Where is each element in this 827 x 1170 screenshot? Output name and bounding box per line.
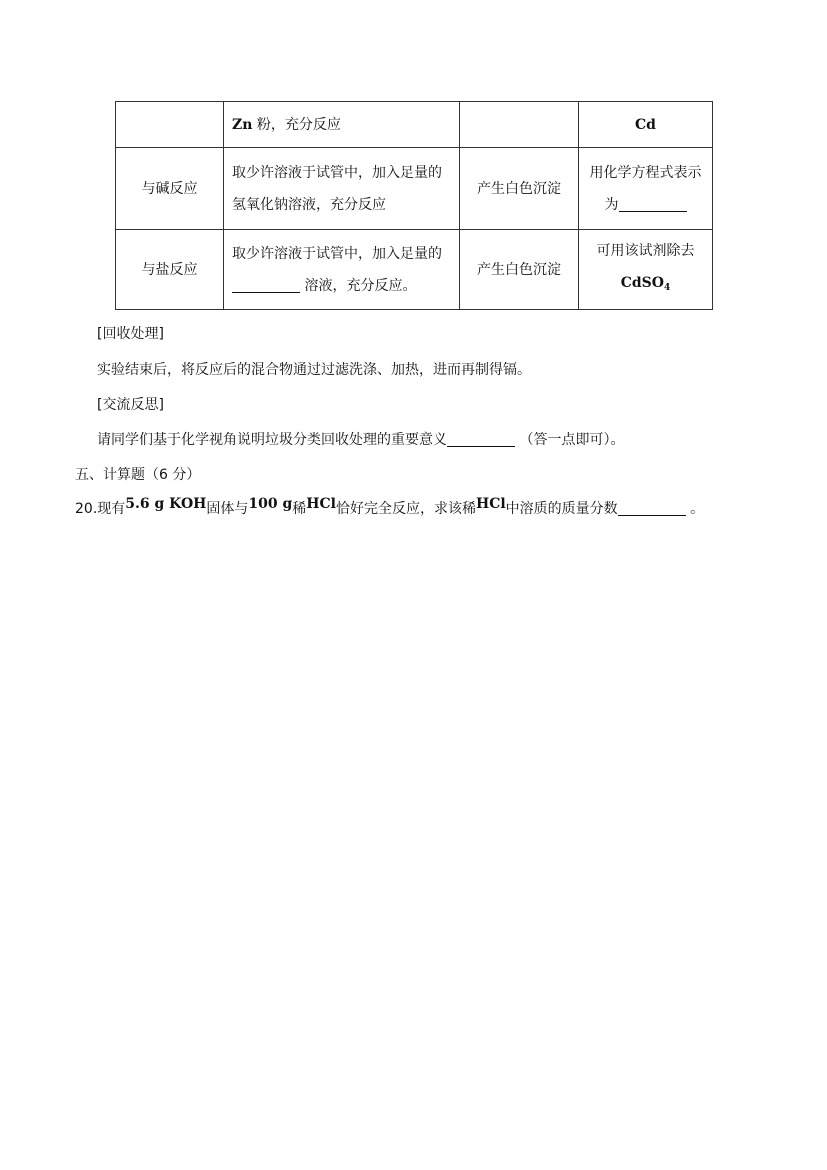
reflect-question: 请同学们基于化学视角说明垃圾分类回收处理的重要意义 （答一点即可）。: [97, 432, 625, 448]
answer-blank[interactable]: [618, 499, 686, 516]
cell-salt-phenomenon: 产生白色沉淀: [460, 230, 579, 310]
table-row: [116, 230, 713, 310]
cell-base-reaction: 与碱反应: [116, 148, 224, 230]
experiment-table: [115, 101, 713, 310]
answer-blank[interactable]: [619, 195, 687, 212]
section-title: 五、计算题（6 分）: [75, 467, 201, 483]
cell-salt-reaction: 与盐反应: [116, 230, 224, 310]
answer-blank[interactable]: [232, 276, 300, 293]
cell-base-conclusion: 用化学方程式表示 为: [579, 148, 713, 230]
cell-zn-step: Zn 粉，充分反应: [224, 102, 460, 148]
cell-salt-conclusion: 可用该试剂除去 CdSO$_4$: [579, 230, 713, 310]
cell-empty: [460, 102, 579, 148]
cell-salt-step: 取少许溶液于试管中，加入足量的 溶液，充分反应。: [224, 230, 460, 310]
cell-cd: Cd: [579, 102, 713, 148]
cell-base-step: 取少许溶液于试管中，加入足量的 氢氧化钠溶液，充分反应: [224, 148, 460, 230]
recycle-text: 实验结束后，将反应后的混合物通过过滤洗涤、加热，进而再制得镉。: [97, 362, 531, 378]
table-row: [116, 148, 713, 230]
table-row: [116, 102, 713, 148]
cell-base-phenomenon: 产生白色沉淀: [460, 148, 579, 230]
reflect-heading: [交流反思]: [97, 397, 164, 413]
question-20: 20.现有5.6 g KOH固体与100 g稀HCl恰好完全反应，求该稀HCl中溶质的质量分数 。: [75, 496, 705, 517]
cell-empty: [116, 102, 224, 148]
recycle-heading: [回收处理]: [97, 326, 164, 342]
answer-blank[interactable]: [447, 430, 515, 447]
